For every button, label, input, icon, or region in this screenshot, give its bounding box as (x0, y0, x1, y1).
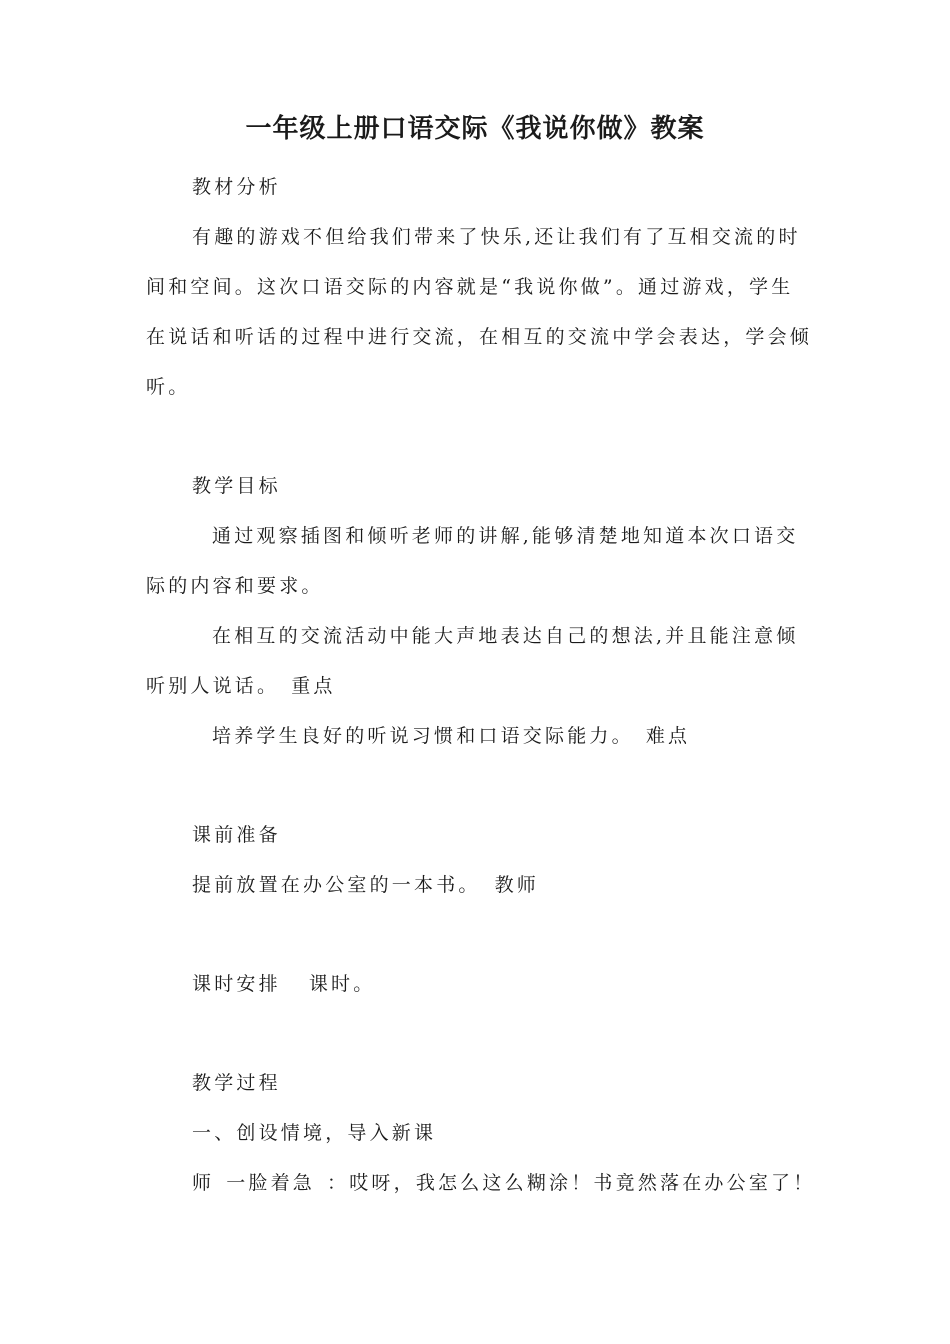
analysis-line-2: 间和空间。这次口语交际的内容就是“我说你做”。通过游戏，学生 (146, 276, 794, 298)
preparation-line (192, 870, 539, 897)
preparation-text: 提前放置在办公室的一本书。 (192, 874, 481, 896)
dialogue-stage-direction: 一脸着急 (226, 1172, 316, 1194)
goals-line-3: 在相互的交流活动中能大声地表达自己的想法,并且能注意倾 (212, 625, 799, 647)
goals-line-1: 通过观察插图和倾听老师的讲解,能够清楚地知道本次口语交 (212, 525, 799, 547)
section-heading-analysis: 教材分析 (192, 176, 281, 198)
preparation-role-label: 教师 (494, 874, 540, 896)
dialogue-speaker: 师 (192, 1172, 215, 1194)
section-heading-goals: 教学目标 (192, 475, 281, 497)
section-heading-schedule: 课时安排 (192, 973, 281, 995)
section-heading-preparation: 课前准备 (192, 824, 281, 846)
goals-line-4-text: 听别人说话。 (146, 675, 280, 697)
section-heading-process: 教学过程 (192, 1072, 281, 1094)
analysis-line-3: 在说话和听话的过程中进行交流，在相互的交流中学会表达，学会倾 (146, 326, 813, 348)
schedule-line (192, 969, 375, 996)
goals-line-5 (212, 721, 690, 748)
document-title: 一年级上册口语交际《我说你做》教案 (245, 114, 705, 144)
key-point-label: 重点 (291, 675, 336, 697)
dialogue-speech: ：哎呀，我怎么这么糊涂！书竟然落在办公室了！ (327, 1172, 816, 1194)
process-dialogue-line (192, 1168, 815, 1195)
analysis-line-4: 听。 (146, 376, 191, 398)
goals-line-4 (146, 671, 336, 698)
goals-line-5-text: 培养学生良好的听说习惯和口语交际能力。 (212, 725, 634, 747)
difficulty-label: 难点 (645, 725, 691, 747)
schedule-text: 课时。 (308, 973, 376, 995)
goals-line-2: 际的内容和要求。 (146, 575, 324, 597)
process-step-1: 一、创设情境，导入新课 (192, 1122, 437, 1144)
analysis-line-1: 有趣的游戏不但给我们带来了快乐,还让我们有了互相交流的时 (192, 226, 801, 248)
